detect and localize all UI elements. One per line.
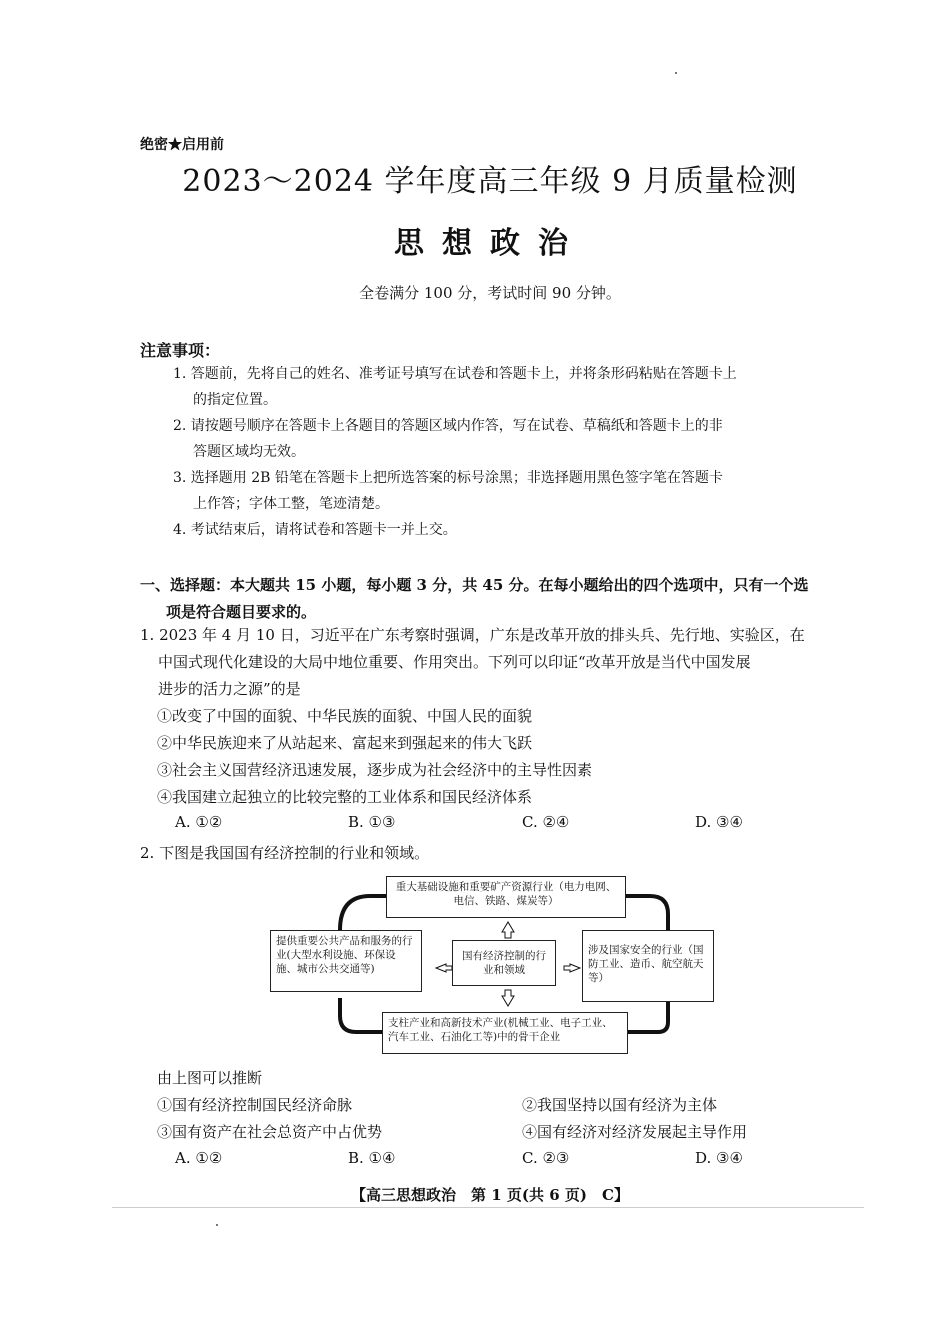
question-line: 1. 2023 年 4 月 10 日，习近平在广东考察时强调，广东是改革开放的排头兵、先行地、实验区，在 — [140, 626, 805, 644]
notice-item-line: 3. 选择题用 2B 铅笔在答题卡上把所选答案的标号涂黑；非选择题用黑色签字笔在答题卡 — [173, 470, 723, 486]
secret-label: 绝密★启用前 — [140, 137, 224, 153]
q2-choice-a[interactable]: A. ①② — [175, 1149, 223, 1167]
state-economy-diagram — [270, 872, 710, 1062]
diagram-box-bottom: 支柱产业和高新技术产业(机械工业、电子工业、汽车工业、石油化工等)中的骨干企业 — [382, 1012, 628, 1054]
notice-item-line: 的指定位置。 — [193, 392, 277, 408]
notice-item-4 — [173, 517, 845, 543]
footer-divider — [112, 1207, 864, 1208]
q1-choice-b[interactable]: B. ①③ — [348, 813, 396, 831]
question-1-stem — [140, 622, 845, 703]
scan-speck — [675, 72, 677, 74]
section-heading-line: 一、选择题：本大题共 15 小题，每小题 3 分，共 45 分。在每小题给出的四个选项中，只有一个选 — [140, 576, 809, 594]
page-footer: 【高三思想政治 第 1 页(共 6 页) C】 — [351, 1186, 629, 1204]
diagram-box-center: 国有经济控制的行业和领域 — [452, 940, 556, 986]
notice-item-1 — [173, 361, 845, 413]
q1-option-4: ④我国建立起独立的比较完整的工业体系和国民经济体系 — [157, 788, 533, 806]
question-line: 中国式现代化建设的大局中地位重要、作用突出。下列可以印证“改革开放是当代中国发展 — [158, 653, 751, 671]
diagram-box-top: 重大基础设施和重要矿产资源行业（电力电网、电信、铁路、煤炭等） — [386, 876, 626, 918]
q2-choice-b[interactable]: B. ①④ — [348, 1149, 396, 1167]
q1-choice-d[interactable]: D. ③④ — [695, 813, 743, 831]
notice-heading: 注意事项： — [140, 341, 221, 360]
question-2-stem: 2. 下图是我国国有经济控制的行业和领域。 — [140, 844, 430, 862]
diagram-box-right: 涉及国家安全的行业（国防工业、造币、航空航天等） — [582, 930, 714, 1002]
q1-option-2: ②中华民族迎来了从站起来、富起来到强起来的伟大飞跃 — [157, 734, 533, 752]
q1-option-1: ①改变了中国的面貌、中华民族的面貌、中国人民的面貌 — [157, 707, 533, 725]
q2-option-1: ①国有经济控制国民经济命脉 — [157, 1096, 353, 1114]
q1-choice-c[interactable]: C. ②④ — [522, 813, 570, 831]
section-heading-line: 项是符合题目要求的。 — [166, 603, 317, 621]
scan-speck — [216, 1224, 218, 1226]
notice-item-2 — [173, 413, 845, 465]
exam-title: 2023～2024 学年度高三年级 9 月质量检测 — [182, 164, 798, 199]
q2-lead: 由上图可以推断 — [157, 1069, 263, 1087]
notice-item-line: 4. 考试结束后，请将试卷和答题卡一并上交。 — [173, 522, 457, 538]
q2-option-2: ②我国坚持以国有经济为主体 — [522, 1096, 718, 1114]
q1-option-3: ③社会主义国营经济迅速发展，逐步成为社会经济中的主导性因素 — [157, 761, 593, 779]
notice-item-line: 答题区域均无效。 — [193, 444, 305, 460]
notice-item-line: 上作答；字体工整，笔迹清楚。 — [193, 496, 389, 512]
q2-option-4: ④国有经济对经济发展起主导作用 — [522, 1123, 748, 1141]
subject-title: 思想政治 — [394, 226, 586, 261]
question-line: 进步的活力之源”的是 — [158, 680, 301, 698]
notice-item-line: 2. 请按题号顺序在答题卡上各题目的答题区域内作答，写在试卷、草稿纸和答题卡上的非 — [173, 418, 723, 434]
exam-info: 全卷满分 100 分，考试时间 90 分钟。 — [359, 284, 621, 302]
q2-option-3: ③国有资产在社会总资产中占优势 — [157, 1123, 383, 1141]
q2-choice-d[interactable]: D. ③④ — [695, 1149, 743, 1167]
diagram-box-left: 提供重要公共产品和服务的行业(大型水利设施、环保设施、城市公共交通等) — [270, 930, 422, 992]
q1-choice-a[interactable]: A. ①② — [175, 813, 223, 831]
notice-item-line: 1. 答题前，先将自己的姓名、准考证号填写在试卷和答题卡上，并将条形码粘贴在答题卡上 — [173, 366, 737, 382]
notice-item-3 — [173, 465, 845, 517]
section-heading — [140, 572, 845, 626]
q2-choice-c[interactable]: C. ②③ — [522, 1149, 570, 1167]
